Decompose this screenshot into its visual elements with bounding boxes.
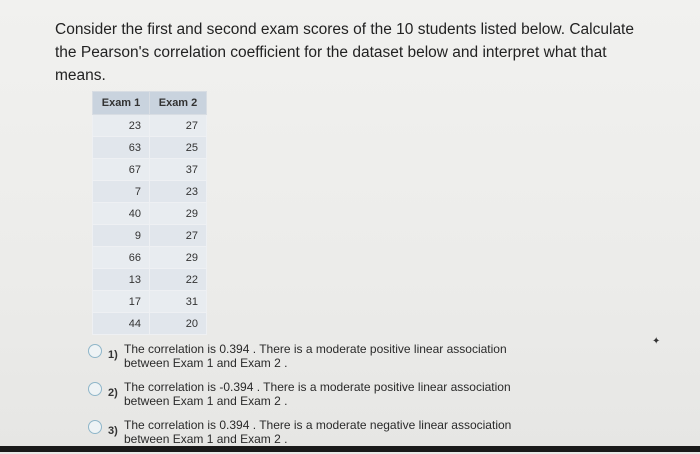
exam2-score: 29 xyxy=(150,247,207,269)
answer-option-2[interactable] xyxy=(88,378,558,416)
exam2-score: 20 xyxy=(150,313,207,335)
option-text-line: The correlation is 0.394 . There is a moderate positive linear association xyxy=(124,342,507,356)
mouse-cursor-icon: ✦ xyxy=(652,336,661,347)
option-text-line: The correlation is -0.394 . There is a moderate positive linear association xyxy=(124,380,511,394)
table-row xyxy=(93,225,207,247)
option-text-line: between Exam 1 and Exam 2 . xyxy=(124,356,288,370)
table-row xyxy=(93,159,207,181)
table-row xyxy=(93,203,207,225)
table-row xyxy=(93,181,207,203)
scores-table xyxy=(92,91,207,335)
option-text xyxy=(124,418,511,446)
radio-button[interactable] xyxy=(88,344,102,358)
column-header-exam1: Exam 1 xyxy=(93,92,150,115)
option-number: 2) xyxy=(108,387,118,399)
table-row xyxy=(93,137,207,159)
exam1-score: 44 xyxy=(93,313,150,335)
question-text: Consider the first and second exam scores of the 10 students listed below. Calculate the Pearson's correlation coefficient for the dataset below and interpret what that means. xyxy=(55,21,634,84)
table-row xyxy=(93,115,207,137)
table-row xyxy=(93,269,207,291)
exam1-score: 67 xyxy=(93,159,150,181)
exam2-score: 27 xyxy=(150,115,207,137)
exam1-score: 13 xyxy=(93,269,150,291)
exam2-score: 37 xyxy=(150,159,207,181)
option-number: 1) xyxy=(108,349,118,361)
exam2-score: 27 xyxy=(150,225,207,247)
radio-button[interactable] xyxy=(88,382,102,396)
exam1-score: 7 xyxy=(93,181,150,203)
option-number: 3) xyxy=(108,425,118,437)
radio-button[interactable] xyxy=(88,420,102,434)
table-row xyxy=(93,291,207,313)
bottom-edge-bar xyxy=(0,446,700,452)
column-header-exam2: Exam 2 xyxy=(150,92,207,115)
option-text-line: The correlation is 0.394 . There is a moderate negative linear association xyxy=(124,418,512,432)
exam2-score: 31 xyxy=(150,291,207,313)
answer-option-1[interactable] xyxy=(88,340,558,378)
exam2-score: 29 xyxy=(150,203,207,225)
option-text-line: between Exam 1 and Exam 2 . xyxy=(124,394,288,408)
exam2-score: 25 xyxy=(150,137,207,159)
table-row xyxy=(93,247,207,269)
exam2-score: 23 xyxy=(150,181,207,203)
exam1-score: 23 xyxy=(93,115,150,137)
exam1-score: 40 xyxy=(93,203,150,225)
exam2-score: 22 xyxy=(150,269,207,291)
exam1-score: 9 xyxy=(93,225,150,247)
answer-options xyxy=(88,340,558,454)
exam1-score: 63 xyxy=(93,137,150,159)
option-text xyxy=(124,342,507,370)
exam1-score: 66 xyxy=(93,247,150,269)
option-text xyxy=(124,380,511,408)
table-row xyxy=(93,313,207,335)
table-header-row xyxy=(93,92,207,115)
option-text-line: between Exam 1 and Exam 2 . xyxy=(124,432,288,446)
exam1-score: 17 xyxy=(93,291,150,313)
